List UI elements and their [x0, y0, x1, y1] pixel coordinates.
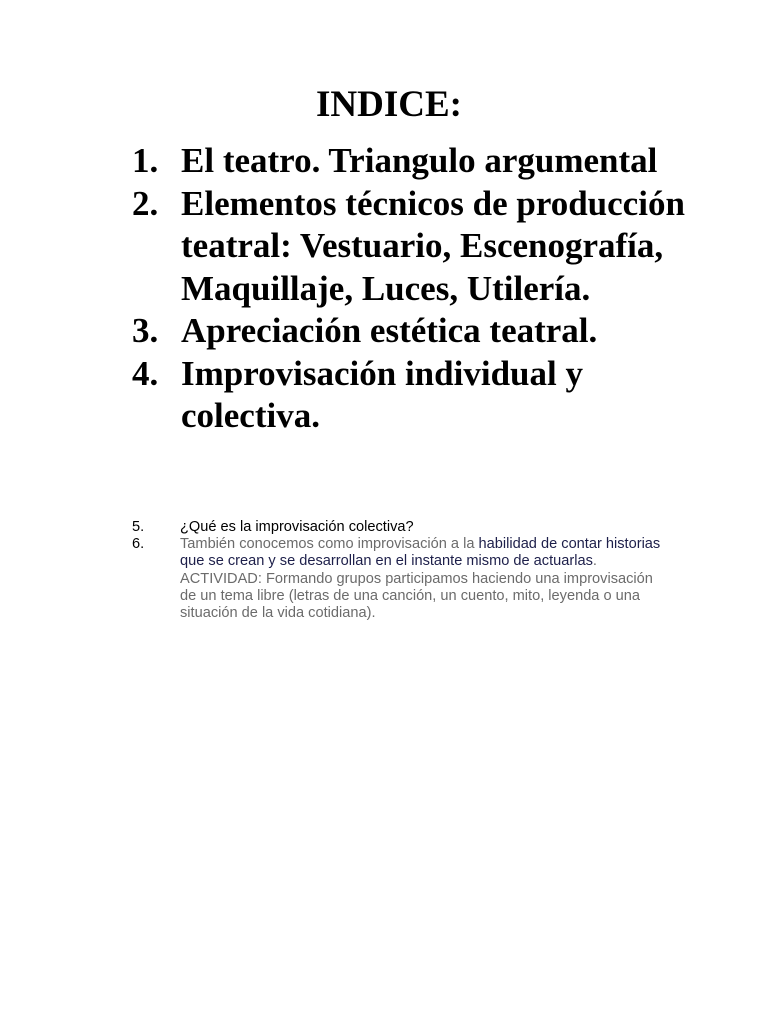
- detail-item-number: 6.: [132, 536, 145, 553]
- index-item-text: Apreciación estética teatral.: [181, 311, 598, 350]
- index-item-number: 1.: [132, 141, 159, 180]
- page-title: INDICE:: [316, 84, 462, 125]
- index-list: [132, 140, 692, 438]
- detail-list: [132, 519, 672, 622]
- index-item: [132, 310, 692, 353]
- detail-item: [132, 519, 672, 536]
- index-item-number: 3.: [132, 311, 159, 350]
- index-item-number: 2.: [132, 183, 159, 223]
- detail-item-text: ¿Qué es la improvisación colectiva?: [180, 519, 414, 535]
- detail-text-activity: . ACTIVIDAD: Formando grupos participamos haciendo una improvisación de un tema libre (letras de una canción, un cuento, mito, leyenda o una situación de la vida cotidiana).: [180, 553, 653, 622]
- detail-item: [132, 536, 672, 622]
- index-item: [132, 183, 692, 311]
- index-item-number: 4.: [132, 353, 159, 393]
- detail-item-number: 5.: [132, 519, 145, 535]
- index-item-text: Elementos técnicos de producción teatral: Vestuario, Escenografía, Maquillaje, Luces, Utilería.: [181, 183, 685, 308]
- detail-text-intro: También conocemos como improvisación a la: [180, 536, 479, 553]
- detail-text-highlight: habilidad de contar historias que se crean y se desarrollan en el instante mismo de actuarlas: [180, 536, 661, 570]
- index-item: [132, 140, 692, 183]
- index-item-text: El teatro. Triangulo argumental: [181, 141, 658, 180]
- index-item: [132, 353, 692, 438]
- index-item-text: Improvisación individual y colectiva.: [181, 353, 583, 435]
